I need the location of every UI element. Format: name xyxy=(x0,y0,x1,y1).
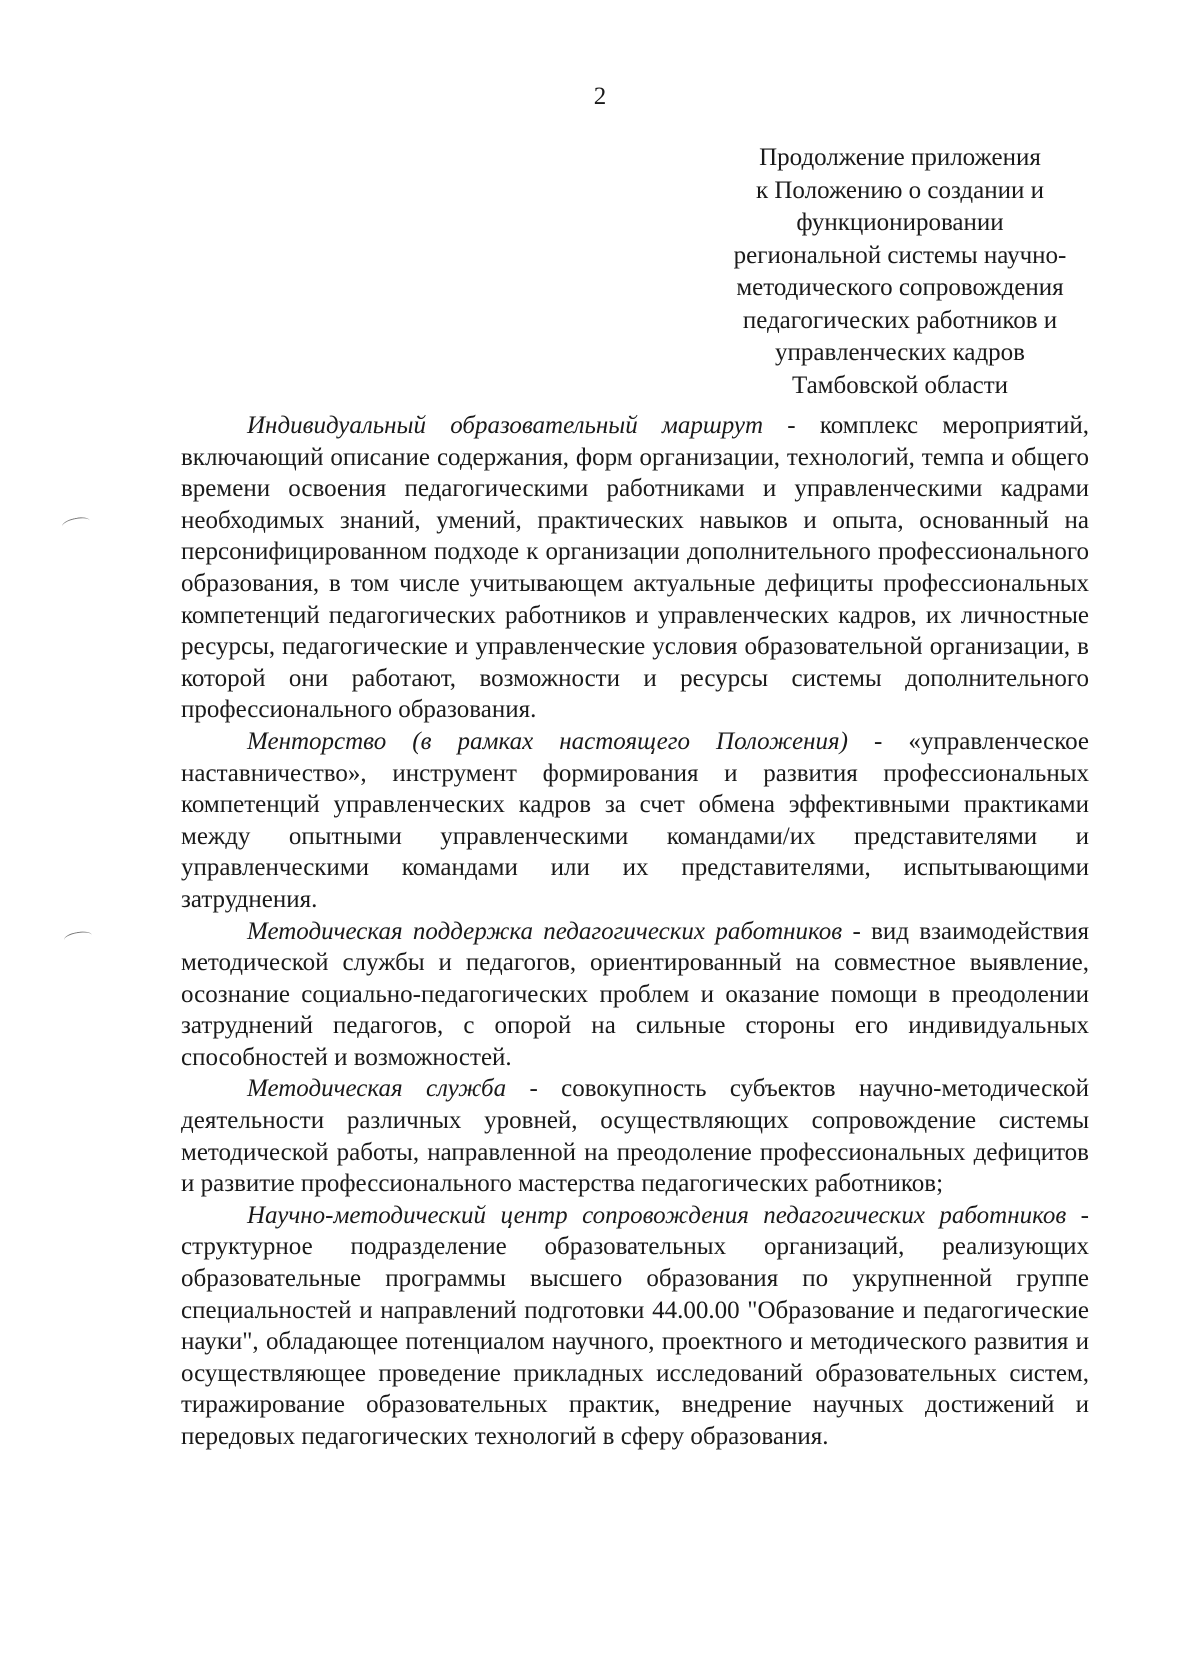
scan-mark xyxy=(61,515,91,532)
definition-text: - «управленческое наставничество», инструмент формирования и развития профессиональных компетенций управленческих кадров за счет обмена эффективными практиками между опытными управленческими командами/их представителями и управленческими командами или их представителями, испытывающими затруднения. xyxy=(181,727,1089,913)
definition-text: - структурное подразделение образовательных организаций, реализующих образовательные программы высшего образования по укрупненной группе специальностей и направлений подготовки 44.00.00 "Образование и педагогические науки", обладающее потенциалом научного, проектного и методического развития и осуществляющее проведение прикладных исследований образовательных систем, тиражирование образовательных практик, внедрение научных достижений и передовых педагогических технологий в сферу образования. xyxy=(181,1201,1089,1450)
definition-text: - совокупность субъектов научно-методической деятельности различных уровней, осуществляющих сопровождение системы методической работы, направленной на преодоление профессиональных дефицитов и развитие профессионального мастерства педагогических работников; xyxy=(181,1075,1089,1198)
definition-paragraph xyxy=(181,410,1089,726)
definition-paragraph xyxy=(181,1073,1089,1199)
appendix-header-line: Продолжение приложения xyxy=(759,144,1041,171)
appendix-header-line: Тамбовской области xyxy=(791,371,1009,399)
definition-paragraph xyxy=(181,726,1089,916)
appendix-header-line: методического сопровождения xyxy=(736,274,1064,301)
definition-term: Индивидуальный образовательный маршрут xyxy=(247,412,764,439)
appendix-header-line: педагогических работников и xyxy=(742,306,1058,334)
definitions-body xyxy=(181,410,1089,1453)
definition-paragraph xyxy=(181,1200,1089,1453)
appendix-header-line: функционировании xyxy=(796,209,1004,236)
appendix-header-line: региональной системы научно- xyxy=(733,241,1067,269)
definition-text: - комплекс мероприятий, включающий описание содержания, форм организации, технологий, темпа и общего времени освоения педагогическими работниками и управленческими кадрами необходимых знаний, умений, практических навыков и опыта, основанный на персонифицированном подходе к организации дополнительного профессионального образования, в том числе учитывающем актуальные дефициты профессиональных компетенций педагогических работников и управленческих кадров, их личностные ресурсы, педагогические и управленческие условия образовательной организации, в которой они работают, возможности и ресурсы системы дополнительного профессионального образования. xyxy=(181,412,1089,724)
appendix-header-line: к Положению о создании и xyxy=(755,176,1045,204)
definition-term: Менторство (в рамках настоящего Положения) xyxy=(247,727,848,755)
page-number: 2 xyxy=(593,83,607,110)
definition-text: - вид взаимодействия методической службы и педагогов, ориентированный на совместное выявление, осознание социально-педагогических проблем и оказание помощи в преодолении затруднений педагогов, с опорой на сильные стороны его индивидуальных способностей и возможностей. xyxy=(181,917,1089,1071)
definition-term: Методическая служба xyxy=(247,1075,507,1103)
appendix-header-line: управленческих кадров xyxy=(775,339,1025,366)
definition-paragraph xyxy=(181,916,1089,1074)
definition-term: Научно-методический центр сопровождения педагогических работников xyxy=(247,1201,1067,1229)
definition-term: Методическая поддержка педагогических работников xyxy=(247,917,843,945)
appendix-header xyxy=(690,142,1110,402)
scan-mark xyxy=(63,930,92,946)
